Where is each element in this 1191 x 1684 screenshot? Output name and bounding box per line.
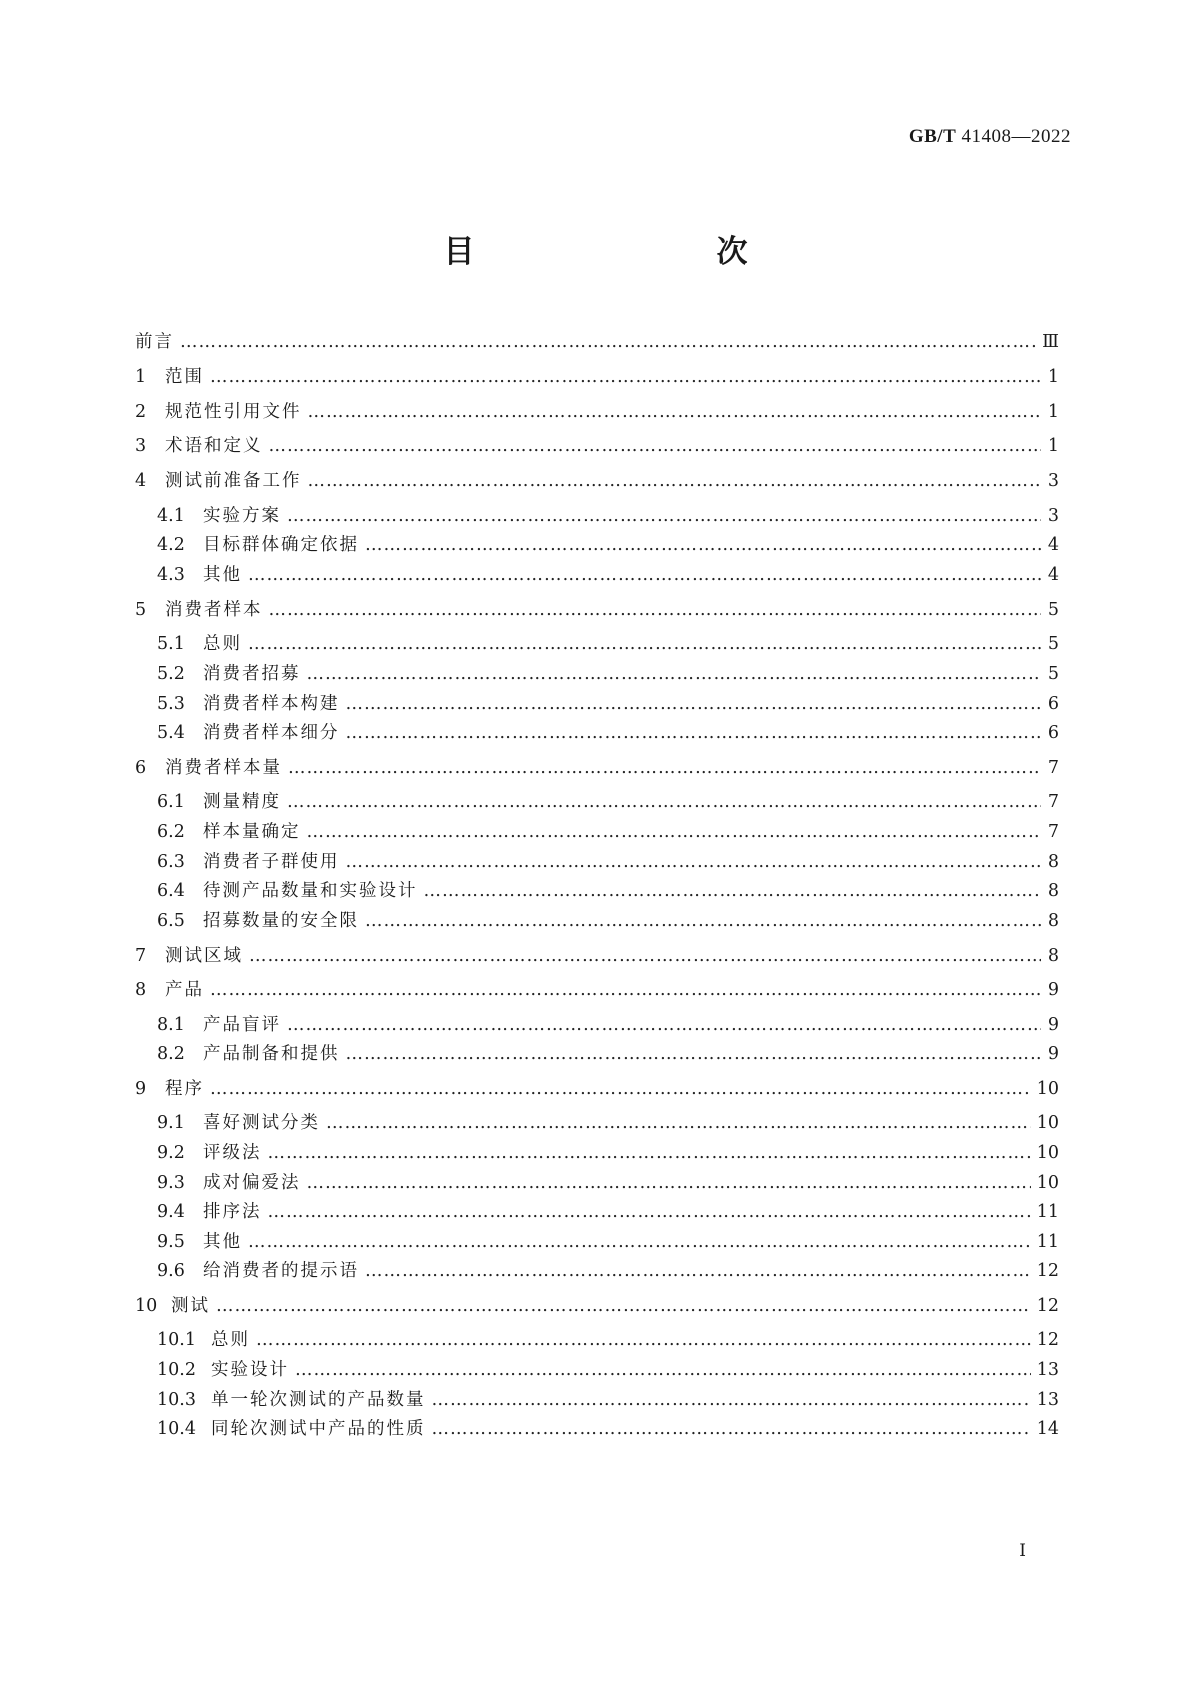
toc-entry-number: 4 [135, 471, 147, 491]
toc-entry-number: 10.4 [157, 1419, 196, 1439]
dot-leader [365, 1259, 1031, 1283]
dot-leader [287, 1013, 1041, 1037]
dot-leader [346, 721, 1042, 745]
toc-entry-page: 13 [1036, 1360, 1059, 1380]
toc-entry-number: 9.2 [157, 1143, 185, 1163]
toc-entry-number: 5.3 [157, 694, 185, 714]
toc-entry-title: 给消费者的提示语 [203, 1261, 359, 1281]
toc-entry [135, 400, 1059, 424]
toc-entry [135, 756, 1059, 780]
toc-entry-title: 程序 [165, 1079, 204, 1099]
dot-leader [424, 879, 1042, 903]
toc-entry-page: 12 [1036, 1330, 1059, 1350]
toc-entry-page: 4 [1047, 535, 1059, 555]
toc-entry-title: 消费者样本量 [165, 758, 282, 778]
toc-entry-page: 13 [1036, 1390, 1059, 1410]
toc-entry-title: 其他 [203, 1232, 242, 1252]
toc-entry-number: 7 [135, 946, 147, 966]
toc-entry-page: 11 [1036, 1232, 1059, 1252]
dot-leader [269, 434, 1042, 458]
toc-entry [157, 879, 1059, 903]
toc-entry-title: 评级法 [203, 1143, 262, 1163]
toc-entry-title: 同轮次测试中产品的性质 [211, 1419, 426, 1439]
toc-entry-title: 产品 [165, 980, 204, 1000]
toc-entry-title: 测试 [171, 1296, 210, 1316]
toc-entry [157, 1200, 1059, 1224]
toc-entry-number: 6.3 [157, 852, 185, 872]
toc-entry-number: 4.2 [157, 535, 185, 555]
toc-entry-page: 7 [1047, 822, 1059, 842]
toc-entry-page: 12 [1036, 1296, 1059, 1316]
toc-entry-page: 9 [1047, 1015, 1059, 1035]
dot-leader [346, 850, 1042, 874]
dot-leader [180, 330, 1036, 354]
toc-entry [157, 1111, 1059, 1135]
toc-entry [135, 365, 1059, 389]
standard-number [909, 126, 1071, 148]
toc-entry [135, 1077, 1059, 1101]
toc-entry-page: 7 [1047, 758, 1059, 778]
toc-entry-title: 成对偏爱法 [203, 1173, 301, 1193]
dot-leader [326, 1111, 1031, 1135]
toc-entry [135, 978, 1059, 1002]
dot-leader [210, 978, 1041, 1002]
toc-entry [157, 1042, 1059, 1066]
toc-entry-number: 8 [135, 980, 147, 1000]
toc-entry-title: 消费者子群使用 [203, 852, 340, 872]
dot-leader [210, 365, 1041, 389]
toc-entry-page: 1 [1047, 367, 1059, 387]
toc-entry-page: 9 [1047, 980, 1059, 1000]
toc-entry-number: 6.1 [157, 792, 185, 812]
toc-entry-number: 9.5 [157, 1232, 185, 1252]
standard-code: 41408—2022 [961, 126, 1071, 147]
toc-entry-page: 10 [1036, 1113, 1059, 1133]
toc-entry-title: 消费者样本 [165, 600, 263, 620]
dot-leader [269, 598, 1042, 622]
toc-entry-title: 总则 [211, 1330, 250, 1350]
toc-entry-number: 10 [135, 1296, 158, 1316]
toc-entry [157, 790, 1059, 814]
standard-prefix: GB/T [908, 126, 957, 147]
dot-leader [432, 1417, 1031, 1441]
toc-entry-title: 单一轮次测试的产品数量 [211, 1390, 426, 1410]
toc-entry [135, 1294, 1059, 1318]
dot-leader [248, 563, 1041, 587]
toc-entry-number: 6.5 [157, 911, 185, 931]
toc-entry-number: 4.3 [157, 565, 185, 585]
toc-entry [157, 1230, 1059, 1254]
toc-entry-page: 8 [1047, 946, 1059, 966]
toc-entry [157, 504, 1059, 528]
toc-entry-page: 3 [1047, 471, 1059, 491]
dot-leader [307, 662, 1042, 686]
toc-entry-title: 消费者样本细分 [203, 723, 340, 743]
toc-entry [157, 1388, 1059, 1412]
toc-entry-title: 规范性引用文件 [165, 402, 302, 422]
toc-entry [157, 662, 1059, 686]
toc-entry-number: 5.4 [157, 723, 185, 743]
toc-entry-page: 1 [1047, 402, 1059, 422]
toc-entry-page: Ⅲ [1042, 332, 1059, 352]
toc-entry [157, 1171, 1059, 1195]
dot-leader [346, 1042, 1042, 1066]
toc-entry-page: 14 [1036, 1419, 1059, 1439]
toc-entry-number: 5 [135, 600, 147, 620]
dot-leader [365, 533, 1041, 557]
toc-entry [157, 1013, 1059, 1037]
toc-entry-title: 实验设计 [211, 1360, 289, 1380]
dot-leader [249, 944, 1041, 968]
toc-entry-title: 测试区域 [165, 946, 243, 966]
dot-leader [288, 756, 1041, 780]
toc-entry [157, 721, 1059, 745]
toc-entry-number: 5.2 [157, 664, 185, 684]
toc-entry [157, 533, 1059, 557]
dot-leader [307, 1171, 1031, 1195]
dot-leader [248, 1230, 1031, 1254]
toc-entry-title: 待测产品数量和实验设计 [203, 881, 418, 901]
toc-entry-page: 10 [1036, 1079, 1059, 1099]
dot-leader [248, 632, 1041, 656]
toc-entry-title: 前言 [135, 332, 174, 352]
toc-entry [157, 692, 1059, 716]
toc-entry-number: 6 [135, 758, 147, 778]
toc-entry-page: 6 [1047, 694, 1059, 714]
toc-entry-title: 目标群体确定依据 [203, 535, 359, 555]
toc-entry-title: 测试前准备工作 [165, 471, 302, 491]
toc-entry-page: 6 [1047, 723, 1059, 743]
dot-leader [216, 1294, 1031, 1318]
toc-entry-page: 8 [1047, 911, 1059, 931]
dot-leader [256, 1328, 1031, 1352]
toc-entry-title: 消费者样本构建 [203, 694, 340, 714]
toc-entry [157, 1141, 1059, 1165]
dot-leader [268, 1200, 1031, 1224]
dot-leader [308, 400, 1042, 424]
toc-entry [157, 563, 1059, 587]
toc-entry [157, 1417, 1059, 1441]
toc-entry-title: 范围 [165, 367, 204, 387]
toc-entry-page: 9 [1047, 1044, 1059, 1064]
toc-entry-page: 5 [1047, 664, 1059, 684]
toc-entry [135, 598, 1059, 622]
toc-entry-number: 10.2 [157, 1360, 196, 1380]
toc-entry [157, 1328, 1059, 1352]
toc-entry-number: 3 [135, 436, 147, 456]
dot-leader [287, 504, 1041, 528]
toc-entry-title: 实验方案 [203, 506, 281, 526]
toc-entry [135, 330, 1059, 354]
toc-entry-title: 产品盲评 [203, 1015, 281, 1035]
dot-leader [210, 1077, 1031, 1101]
toc-entry-title: 总则 [203, 634, 242, 654]
toc-entry-number: 9.3 [157, 1173, 185, 1193]
toc-title: 目 次 [443, 234, 808, 270]
toc-entry-page: 5 [1047, 634, 1059, 654]
toc-entry-number: 10.3 [157, 1390, 196, 1410]
dot-leader [307, 820, 1042, 844]
toc-entry [135, 469, 1059, 493]
dot-leader [268, 1141, 1031, 1165]
toc-entry [157, 1259, 1059, 1283]
toc-entry [157, 850, 1059, 874]
toc-entry-number: 5.1 [157, 634, 185, 654]
toc-entry [135, 434, 1059, 458]
toc-entry-title: 产品制备和提供 [203, 1044, 340, 1064]
toc-entry-page: 1 [1047, 436, 1059, 456]
toc-entry-number: 1 [135, 367, 147, 387]
dot-leader [346, 692, 1042, 716]
dot-leader [295, 1358, 1031, 1382]
toc-entry-page: 8 [1047, 852, 1059, 872]
toc-entry [157, 909, 1059, 933]
toc-entry-page: 10 [1036, 1143, 1059, 1163]
toc-entry-title: 术语和定义 [165, 436, 263, 456]
toc-entry-page: 11 [1036, 1202, 1059, 1222]
toc-entry-number: 10.1 [157, 1330, 196, 1350]
toc-entry-number: 9 [135, 1079, 147, 1099]
toc-entry-number: 9.4 [157, 1202, 185, 1222]
toc-entry-number: 6.2 [157, 822, 185, 842]
toc-entry-number: 8.2 [157, 1044, 185, 1064]
toc-entry-title: 排序法 [203, 1202, 262, 1222]
toc-entry-number: 4.1 [157, 506, 185, 526]
toc-entry [157, 1358, 1059, 1382]
toc-entry [135, 944, 1059, 968]
toc-entry-number: 9.6 [157, 1261, 185, 1281]
toc-entry-page: 7 [1047, 792, 1059, 812]
toc-entry [157, 632, 1059, 656]
toc-entry-number: 9.1 [157, 1113, 185, 1133]
toc-entry-number: 2 [135, 402, 147, 422]
toc-entry-number: 6.4 [157, 881, 185, 901]
toc-entry-page: 4 [1047, 565, 1059, 585]
page-number: I [1019, 1541, 1026, 1561]
toc-entry-page: 5 [1047, 600, 1059, 620]
toc-entry-number: 8.1 [157, 1015, 185, 1035]
toc-entry-page: 3 [1047, 506, 1059, 526]
dot-leader [287, 790, 1041, 814]
toc-entry-title: 招募数量的安全限 [203, 911, 359, 931]
toc-entry-title: 其他 [203, 565, 242, 585]
toc-entry-page: 8 [1047, 881, 1059, 901]
toc-entry-page: 10 [1036, 1173, 1059, 1193]
toc-entry-title: 测量精度 [203, 792, 281, 812]
dot-leader [365, 909, 1041, 933]
toc-entry-title: 样本量确定 [203, 822, 301, 842]
dot-leader [432, 1388, 1031, 1412]
dot-leader [308, 469, 1042, 493]
toc-entry-page: 12 [1036, 1261, 1059, 1281]
toc-entry-title: 消费者招募 [203, 664, 301, 684]
toc-entry [157, 820, 1059, 844]
toc-entry-title: 喜好测试分类 [203, 1113, 320, 1133]
